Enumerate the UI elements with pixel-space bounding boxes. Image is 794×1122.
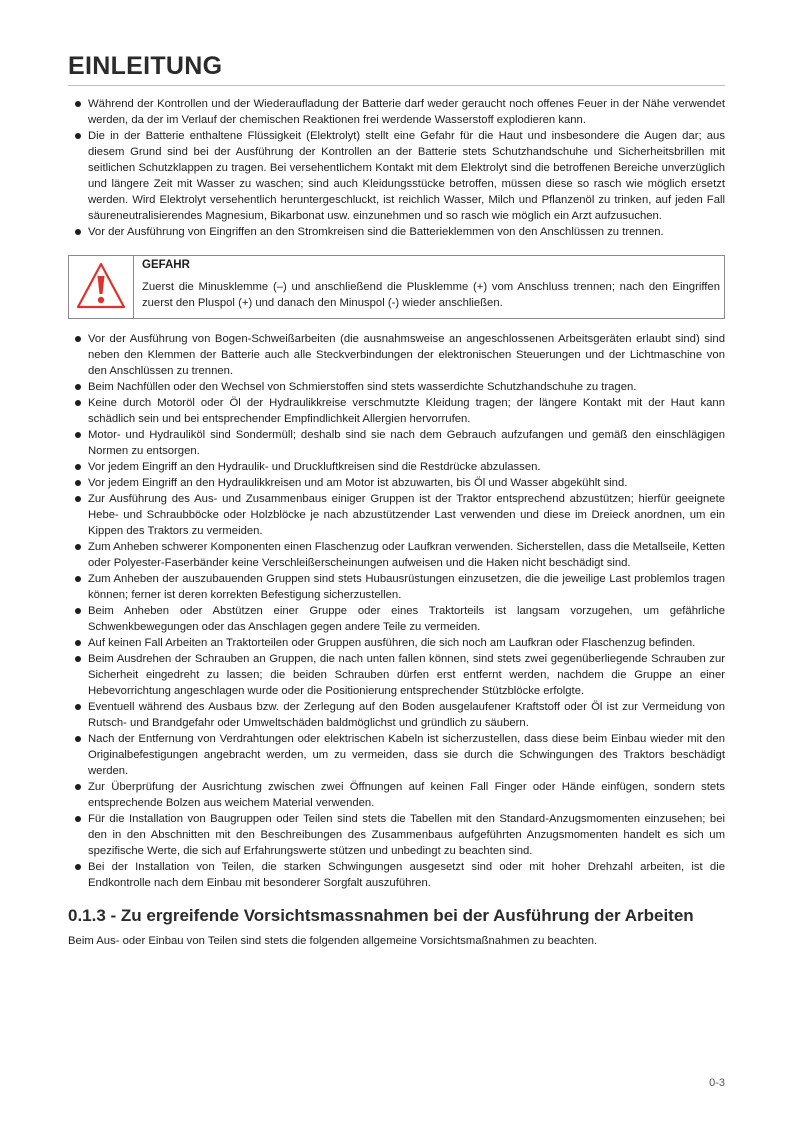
page-title: EINLEITUNG [68,52,223,80]
list-item: Vor der Ausführung von Eingriffen an den Stromkreisen sind die Batterieklemmen von den Anschlüssen zu trennen. [88,224,725,240]
list-item: Vor der Ausführung von Bogen-Schweißarbeiten (die ausnahmsweise an angeschlossenen Arbeitsgeräten erlaubt sind) sind neben den Klemmen der Batterie auch alle Steckverbindungen der elektronischen Steuerungen und der Lichtmaschine von den Anschlüssen zu trennen. [88,333,725,377]
list-item: Beim Anheben oder Abstützen einer Gruppe oder eines Traktorteils ist langsam vorzugehen, um gefährliche Schwenkbewegungen oder das Anschlagen gegen andere Teile zu vermeiden. [88,605,725,633]
list-item: Während der Kontrollen und der Wiederaufladung der Batterie darf weder geraucht noch offenes Feuer in der Nähe verwendet werden, da der im Verlauf der chemischen Reaktionen frei werdende Wasserstoff explodieren kann. [88,98,725,126]
list-item: Bei der Installation von Teilen, die starken Schwingungen ausgesetzt sind oder mit hoher Drehzahl arbeiten, ist die Endkontrolle nach dem Einbau mit besonderer Sorgfalt auszuführen. [88,861,725,889]
danger-icon-cell [69,256,134,318]
list-item: Zur Ausführung des Aus- und Zusammenbaus einiger Gruppen ist der Traktor entsprechend abzustützen; hierfür geeignete Hebe- und Schraubböcke oder Holzblöcke je nach abzustützender Last verwenden und diese im Dreieck anordnen, um ein Kippen des Traktors zu vermeiden. [88,493,725,537]
danger-notice [68,255,725,319]
safety-list-bottom [88,331,725,891]
list-item: Beim Nachfüllen oder den Wechsel von Schmierstoffen sind stets wasserdichte Schutzhandschuhe zu tragen. [88,379,725,395]
list-item: Vor jedem Eingriff an den Hydraulikkreisen und am Motor ist abzuwarten, bis Öl und Wasser abgekühlt sind. [88,475,725,491]
title-divider [68,85,725,86]
list-item: Nach der Entfernung von Verdrahtungen oder elektrischen Kabeln ist sicherzustellen, dass diese beim Einbau wieder mit den Originalbefestigungen angebracht werden, um zu vermeiden, dass sie durch die Schwingungen des Traktors beschädigt werden. [88,733,725,777]
page-number: 0-3 [709,1077,725,1089]
safety-list-top [88,96,725,240]
list-item: Vor jedem Eingriff an den Hydraulik- und Druckluftkreisen sind die Restdrücke abzulassen. [88,459,725,475]
section-heading: 0.1.3 - Zu ergreifende Vorsichtsmassnahmen bei der Ausführung der Arbeiten [68,906,694,925]
list-item: Motor- und Hydrauliköl sind Sondermüll; deshalb sind sie nach dem Gebrauch aufzufangen und gemäß den einschlägigen Normen zu entsorgen. [88,429,725,457]
section-intro-text: Beim Aus- oder Einbau von Teilen sind stets die folgenden allgemeine Vorsichtsmaßnahmen zu beachten. [68,935,598,947]
warning-triangle-icon [75,261,127,311]
list-item: Keine durch Motoröl oder Öl der Hydraulikkreise verschmutzte Kleidung tragen; der längere Kontakt mit der Haut kann schädlich sein und bei entsprechender Empfindlichkeit Allergien hervorrufen. [88,397,725,425]
list-item: Für die Installation von Baugruppen oder Teilen sind stets die Tabellen mit den Standard-Anzugsmomenten einzusehen; bei den in den Abschnitten mit den Beschreibungen des Zusammenbaus aufgeführten Anzugsmomenten handelt es sich um spezifische Werte, die sich auf Erfahrungswerte stützen und unbedingt zu beachten sind. [88,813,725,857]
list-item: Die in der Batterie enthaltene Flüssigkeit (Elektrolyt) stellt eine Gefahr für die Haut und insbesondere die Augen dar; aus diesem Grund sind bei der Ausführung der Kontrollen an der Batterie stets Schutzhandschuhe und Sicherheitsbrillen mit seitlichen Schutzklappen zu tragen. Bei versehentlichem Kontakt mit dem Elektrolyt sind die betroffenen Bereiche unverzüglich und längere Zeit mit Wasser zu waschen; sind auch Kleidungsstücke betroffen, müssen diese so rasch wie möglich ersetzt werden. Wird Elektrolyt versehentlich heruntergeschluckt, ist reichlich Wasser, Milch und Pflanzenöl zu trinken, auf jeden Fall säureneutralisierendes Magnesium, Bikarbonat usw. einzunehmen und so rasch wie möglich ein Arzt aufzusuchen. [88,130,725,222]
danger-text: Zuerst die Minusklemme (–) und anschließend die Plusklemme (+) vom Anschluss trennen; nach den Eingriffen zuerst den Pluspol (+) und danach den Minuspol (-) wieder anschließen. [142,281,720,309]
list-item: Zum Anheben schwerer Komponenten einen Flaschenzug oder Laufkran verwenden. Sicherstellen, dass die Metallseile, Ketten oder Polyester-Faserbänder keine Verschleißerscheinungen aufweisen und die Haken nicht beschädigt sind. [88,541,725,569]
danger-heading: GEFAHR [142,259,190,271]
list-item: Beim Ausdrehen der Schrauben an Gruppen, die nach unten fallen können, sind stets zwei gegenüberliegende Schrauben zur Sicherheit eingedreht zu lassen; die beiden Schrauben dürfen erst entfernt werden, nachdem die Gruppe an einer Hebevorrichtung angeschlagen wurde oder die Positionierung entsprechender Stützblöcke erfolgte. [88,653,725,697]
list-item: Zum Anheben der auszubauenden Gruppen sind stets Hubausrüstungen einzusetzen, die die jeweilige Last problemlos tragen können; ferner ist deren korrekten Befestigung sicherzustellen. [88,573,725,601]
list-item: Zur Überprüfung der Ausrichtung zwischen zwei Öffnungen auf keinen Fall Finger oder Hände einfügen, sondern stets entsprechende Bolzen aus weichem Material verwenden. [88,781,725,809]
list-item: Eventuell während des Ausbaus bzw. der Zerlegung auf den Boden ausgelaufener Kraftstoff oder Öl ist zur Vermeidung von Rutsch- und Brandgefahr oder Umweltschäden baldmöglichst und gründlich zu säubern. [88,701,725,729]
list-item: Auf keinen Fall Arbeiten an Traktorteilen oder Gruppen ausführen, die sich noch am Laufkran oder Flaschenzug befinden. [88,635,725,651]
